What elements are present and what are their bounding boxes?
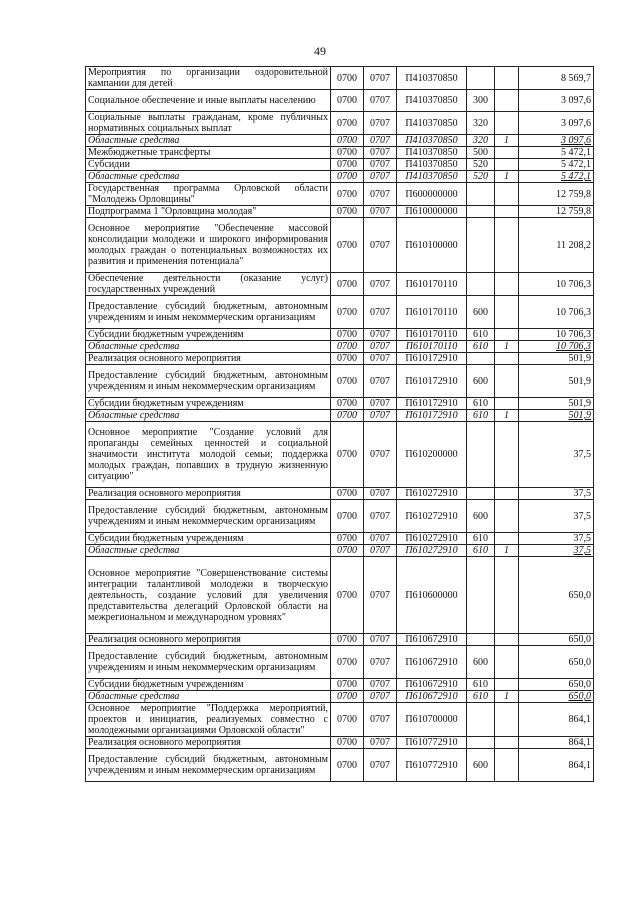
row-target-code: П410370850 [397, 147, 467, 159]
row-target-code: П610170110 [397, 329, 467, 341]
row-amount: 650,0 [519, 557, 594, 634]
row-amount: 37,5 [519, 488, 594, 500]
row-source-code [495, 557, 519, 634]
table-row [86, 533, 594, 545]
row-source-code [495, 112, 519, 135]
row-name: Основное мероприятие "Поддержка мероприятий, проектов и инициатив, реализуемых совместно с молодежными организациями Орловской области" [86, 703, 331, 737]
row-subsection-code: 0707 [364, 218, 397, 273]
row-expense-type-code: 500 [467, 147, 495, 159]
row-target-code: П610272910 [397, 500, 467, 533]
table-row [86, 749, 594, 782]
row-section-code: 0700 [331, 691, 364, 703]
row-expense-type-code [467, 183, 495, 206]
row-amount: 501,9 [519, 365, 594, 398]
row-section-code: 0700 [331, 67, 364, 90]
table-row [86, 329, 594, 341]
row-expense-type-code: 600 [467, 365, 495, 398]
row-expense-type-code: 320 [467, 135, 495, 147]
row-expense-type-code [467, 206, 495, 218]
row-expense-type-code: 600 [467, 646, 495, 679]
row-section-code: 0700 [331, 410, 364, 422]
row-expense-type-code: 600 [467, 296, 495, 329]
row-expense-type-code: 610 [467, 545, 495, 557]
row-expense-type-code [467, 634, 495, 646]
row-subsection-code: 0707 [364, 679, 397, 691]
row-source-code [495, 703, 519, 737]
row-name: Предоставление субсидий бюджетным, автономным учреждениям и иным некоммерческим организациям [86, 365, 331, 398]
row-section-code: 0700 [331, 365, 364, 398]
row-name: Реализация основного мероприятия [86, 353, 331, 365]
row-expense-type-code [467, 353, 495, 365]
row-source-code: 1 [495, 410, 519, 422]
row-subsection-code: 0707 [364, 67, 397, 90]
row-expense-type-code [467, 273, 495, 296]
row-expense-type-code: 320 [467, 112, 495, 135]
row-section-code: 0700 [331, 273, 364, 296]
row-subsection-code: 0707 [364, 159, 397, 171]
row-source-code [495, 737, 519, 749]
row-subsection-code: 0707 [364, 737, 397, 749]
row-source-code: 1 [495, 171, 519, 183]
table-row [86, 737, 594, 749]
table-row [86, 90, 594, 112]
row-target-code: П610272910 [397, 545, 467, 557]
table-row [86, 273, 594, 296]
row-expense-type-code [467, 67, 495, 90]
row-name: Обеспечение деятельности (оказание услуг) государственных учреждений [86, 273, 331, 296]
table-row [86, 545, 594, 557]
row-amount: 501,9 [519, 353, 594, 365]
row-target-code: П610100000 [397, 218, 467, 273]
row-name: Субсидии бюджетным учреждениям [86, 679, 331, 691]
row-section-code: 0700 [331, 296, 364, 329]
row-source-code [495, 634, 519, 646]
row-name: Областные средства [86, 545, 331, 557]
row-section-code: 0700 [331, 353, 364, 365]
row-expense-type-code: 300 [467, 90, 495, 112]
row-amount: 10 706,3 [519, 329, 594, 341]
row-name: Реализация основного мероприятия [86, 488, 331, 500]
row-amount: 3 097,6 [519, 90, 594, 112]
table-row [86, 67, 594, 90]
row-target-code: П610272910 [397, 488, 467, 500]
table-row [86, 147, 594, 159]
table-row [86, 183, 594, 206]
row-subsection-code: 0707 [364, 147, 397, 159]
row-section-code: 0700 [331, 171, 364, 183]
row-expense-type-code: 610 [467, 691, 495, 703]
row-name: Государственная программа Орловской области "Молодежь Орловщины" [86, 183, 331, 206]
row-source-code [495, 488, 519, 500]
row-subsection-code: 0707 [364, 691, 397, 703]
row-expense-type-code: 520 [467, 159, 495, 171]
row-source-code [495, 398, 519, 410]
row-name: Подпрограмма 1 "Орловщина молодая" [86, 206, 331, 218]
row-source-code [495, 183, 519, 206]
row-amount: 864,1 [519, 737, 594, 749]
row-target-code: П610170110 [397, 273, 467, 296]
row-source-code [495, 90, 519, 112]
row-subsection-code: 0707 [364, 398, 397, 410]
row-section-code: 0700 [331, 500, 364, 533]
row-subsection-code: 0707 [364, 533, 397, 545]
row-target-code: П610172910 [397, 353, 467, 365]
table-row [86, 135, 594, 147]
table-row [86, 218, 594, 273]
table-row [86, 500, 594, 533]
row-source-code [495, 273, 519, 296]
row-section-code: 0700 [331, 545, 364, 557]
row-name: Реализация основного мероприятия [86, 634, 331, 646]
row-subsection-code: 0707 [364, 296, 397, 329]
row-amount: 10 706,3 [519, 341, 594, 353]
row-target-code: П410370850 [397, 90, 467, 112]
row-target-code: П410370850 [397, 171, 467, 183]
row-name: Областные средства [86, 691, 331, 703]
table-row [86, 353, 594, 365]
budget-table-body [86, 67, 594, 782]
row-source-code [495, 296, 519, 329]
row-source-code [495, 533, 519, 545]
row-name: Социальные выплаты гражданам, кроме публичных нормативных социальных выплат [86, 112, 331, 135]
row-expense-type-code: 520 [467, 171, 495, 183]
row-section-code: 0700 [331, 749, 364, 782]
row-section-code: 0700 [331, 703, 364, 737]
row-section-code: 0700 [331, 646, 364, 679]
row-section-code: 0700 [331, 112, 364, 135]
row-subsection-code: 0707 [364, 646, 397, 679]
row-section-code: 0700 [331, 679, 364, 691]
row-target-code: П410370850 [397, 159, 467, 171]
row-expense-type-code: 610 [467, 533, 495, 545]
row-source-code [495, 329, 519, 341]
row-name: Предоставление субсидий бюджетным, автономным учреждениям и иным некоммерческим организациям [86, 500, 331, 533]
row-subsection-code: 0707 [364, 353, 397, 365]
row-target-code: П610170110 [397, 341, 467, 353]
row-expense-type-code [467, 703, 495, 737]
row-name: Предоставление субсидий бюджетным, автономным учреждениям и иным некоммерческим организациям [86, 749, 331, 782]
row-subsection-code: 0707 [364, 365, 397, 398]
row-amount: 37,5 [519, 422, 594, 488]
row-name: Областные средства [86, 410, 331, 422]
row-section-code: 0700 [331, 159, 364, 171]
row-target-code: П610672910 [397, 646, 467, 679]
row-expense-type-code [467, 557, 495, 634]
row-source-code [495, 159, 519, 171]
row-target-code: П410370850 [397, 67, 467, 90]
row-section-code: 0700 [331, 422, 364, 488]
row-expense-type-code: 600 [467, 500, 495, 533]
row-section-code: 0700 [331, 218, 364, 273]
row-subsection-code: 0707 [364, 634, 397, 646]
row-source-code [495, 147, 519, 159]
row-subsection-code: 0707 [364, 341, 397, 353]
row-target-code: П610172910 [397, 398, 467, 410]
row-expense-type-code [467, 488, 495, 500]
row-target-code: П610700000 [397, 703, 467, 737]
row-subsection-code: 0707 [364, 171, 397, 183]
row-amount: 12 759,8 [519, 183, 594, 206]
table-row [86, 365, 594, 398]
row-name: Основное мероприятие "Совершенствование системы интеграции талантливой молодежи в творческую деятельность, создание условий для увеличения представительства делегаций Орловской области на межрегиональном и международном уровнях" [86, 557, 331, 634]
row-target-code: П410370850 [397, 112, 467, 135]
table-row [86, 703, 594, 737]
row-amount: 650,0 [519, 634, 594, 646]
row-subsection-code: 0707 [364, 500, 397, 533]
row-section-code: 0700 [331, 147, 364, 159]
row-expense-type-code: 610 [467, 679, 495, 691]
table-row [86, 112, 594, 135]
row-source-code [495, 206, 519, 218]
row-section-code: 0700 [331, 398, 364, 410]
row-section-code: 0700 [331, 135, 364, 147]
table-row [86, 341, 594, 353]
row-target-code: П610772910 [397, 749, 467, 782]
row-expense-type-code: 610 [467, 398, 495, 410]
row-source-code [495, 679, 519, 691]
row-amount: 37,5 [519, 500, 594, 533]
table-row [86, 557, 594, 634]
row-section-code: 0700 [331, 329, 364, 341]
row-amount: 650,0 [519, 691, 594, 703]
row-subsection-code: 0707 [364, 90, 397, 112]
row-source-code [495, 67, 519, 90]
row-source-code: 1 [495, 341, 519, 353]
row-subsection-code: 0707 [364, 206, 397, 218]
row-name: Социальное обеспечение и иные выплаты населению [86, 90, 331, 112]
row-source-code [495, 749, 519, 782]
row-name: Субсидии бюджетным учреждениям [86, 329, 331, 341]
row-source-code: 1 [495, 545, 519, 557]
row-amount: 10 706,3 [519, 296, 594, 329]
row-section-code: 0700 [331, 533, 364, 545]
row-expense-type-code [467, 218, 495, 273]
row-amount: 5 472,1 [519, 147, 594, 159]
row-name: Межбюджетные трансферты [86, 147, 331, 159]
row-amount: 650,0 [519, 646, 594, 679]
row-name: Предоставление субсидий бюджетным, автономным учреждениям и иным некоммерческим организациям [86, 646, 331, 679]
row-target-code: П610170110 [397, 296, 467, 329]
row-name: Областные средства [86, 135, 331, 147]
row-source-code [495, 646, 519, 679]
row-expense-type-code [467, 737, 495, 749]
row-amount: 501,9 [519, 398, 594, 410]
table-row [86, 296, 594, 329]
row-name: Субсидии бюджетным учреждениям [86, 398, 331, 410]
row-source-code: 1 [495, 135, 519, 147]
row-section-code: 0700 [331, 341, 364, 353]
row-amount: 864,1 [519, 703, 594, 737]
row-target-code: П610272910 [397, 533, 467, 545]
row-target-code: П610172910 [397, 365, 467, 398]
row-target-code: П610672910 [397, 679, 467, 691]
row-target-code: П610772910 [397, 737, 467, 749]
table-row [86, 679, 594, 691]
row-name: Областные средства [86, 341, 331, 353]
row-target-code: П610172910 [397, 410, 467, 422]
table-row [86, 159, 594, 171]
table-row [86, 488, 594, 500]
row-name: Реализация основного мероприятия [86, 737, 331, 749]
row-amount: 5 472,1 [519, 171, 594, 183]
row-subsection-code: 0707 [364, 422, 397, 488]
row-section-code: 0700 [331, 206, 364, 218]
page-number: 49 [314, 44, 326, 58]
row-section-code: 0700 [331, 488, 364, 500]
table-row [86, 691, 594, 703]
row-source-code [495, 353, 519, 365]
row-expense-type-code: 610 [467, 341, 495, 353]
row-subsection-code: 0707 [364, 273, 397, 296]
row-amount: 11 208,2 [519, 218, 594, 273]
row-expense-type-code: 600 [467, 749, 495, 782]
table-row [86, 646, 594, 679]
table-row [86, 206, 594, 218]
row-target-code: П610672910 [397, 634, 467, 646]
row-amount: 8 569,7 [519, 67, 594, 90]
row-name: Субсидии [86, 159, 331, 171]
row-subsection-code: 0707 [364, 545, 397, 557]
row-name: Мероприятия по организации оздоровительной кампании для детей [86, 67, 331, 90]
row-target-code: П610200000 [397, 422, 467, 488]
row-subsection-code: 0707 [364, 488, 397, 500]
row-target-code: П610672910 [397, 691, 467, 703]
row-section-code: 0700 [331, 183, 364, 206]
row-section-code: 0700 [331, 557, 364, 634]
row-source-code: 1 [495, 691, 519, 703]
row-amount: 10 706,3 [519, 273, 594, 296]
row-subsection-code: 0707 [364, 703, 397, 737]
row-subsection-code: 0707 [364, 557, 397, 634]
table-row [86, 422, 594, 488]
row-subsection-code: 0707 [364, 183, 397, 206]
row-expense-type-code: 610 [467, 410, 495, 422]
row-amount: 37,5 [519, 545, 594, 557]
row-amount: 650,0 [519, 679, 594, 691]
row-subsection-code: 0707 [364, 135, 397, 147]
row-amount: 3 097,6 [519, 135, 594, 147]
row-name: Предоставление субсидий бюджетным, автономным учреждениям и иным некоммерческим организациям [86, 296, 331, 329]
table-row [86, 410, 594, 422]
row-amount: 864,1 [519, 749, 594, 782]
row-section-code: 0700 [331, 90, 364, 112]
row-section-code: 0700 [331, 634, 364, 646]
row-name: Основное мероприятие "Создание условий для пропаганды семейных ценностей и социальной значимости института молодой семьи; поддержка молодых граждан, попавших в трудную жизненную ситуацию" [86, 422, 331, 488]
row-subsection-code: 0707 [364, 112, 397, 135]
row-source-code [495, 500, 519, 533]
row-name: Основное мероприятие "Обеспечение массовой консолидации молодежи и широкого информирования молодых граждан о потенциальных возможностях их развития и применения потенциала" [86, 218, 331, 273]
row-source-code [495, 365, 519, 398]
row-target-code: П610600000 [397, 557, 467, 634]
row-subsection-code: 0707 [364, 410, 397, 422]
row-amount: 501,9 [519, 410, 594, 422]
row-expense-type-code [467, 422, 495, 488]
row-target-code: П610000000 [397, 206, 467, 218]
row-amount: 5 472,1 [519, 159, 594, 171]
row-expense-type-code: 610 [467, 329, 495, 341]
budget-table [85, 66, 594, 782]
table-row [86, 398, 594, 410]
row-target-code: П600000000 [397, 183, 467, 206]
row-subsection-code: 0707 [364, 329, 397, 341]
row-amount: 3 097,6 [519, 112, 594, 135]
row-target-code: П410370850 [397, 135, 467, 147]
table-row [86, 634, 594, 646]
row-source-code [495, 422, 519, 488]
row-source-code [495, 218, 519, 273]
row-section-code: 0700 [331, 737, 364, 749]
table-row [86, 171, 594, 183]
row-name: Субсидии бюджетным учреждениям [86, 533, 331, 545]
row-amount: 12 759,8 [519, 206, 594, 218]
row-name: Областные средства [86, 171, 331, 183]
row-amount: 37,5 [519, 533, 594, 545]
row-subsection-code: 0707 [364, 749, 397, 782]
